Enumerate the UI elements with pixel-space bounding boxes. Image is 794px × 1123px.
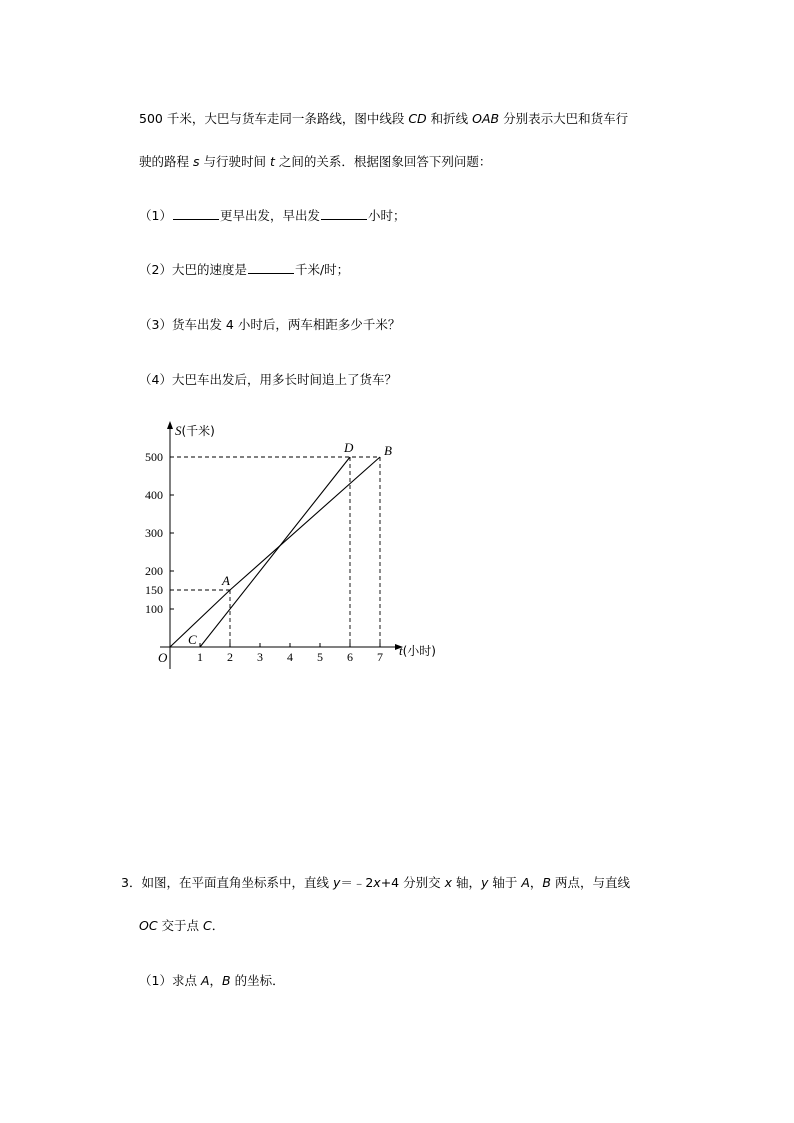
question-text: 千米/时； [294, 262, 350, 277]
x-tick-label: 3 [257, 650, 263, 664]
intro-line-2 [139, 153, 491, 171]
line-oc-label: OC [139, 918, 158, 933]
intro-text: 与行驶时间 [199, 154, 270, 169]
y-tick-label: 200 [145, 564, 163, 578]
y-tick-label: 300 [145, 526, 163, 540]
answer-blank[interactable] [248, 261, 294, 274]
point-b-label: B [222, 973, 231, 988]
intro-text: 和折线 [426, 111, 473, 126]
problem3-text: ＝﹣2 [340, 875, 374, 890]
problem3-line-1 [121, 874, 630, 892]
problem3-text: 两点，与直线 [550, 875, 630, 890]
y-tick-label: 150 [145, 583, 163, 597]
question-1 [139, 207, 405, 225]
point-a-label: A [222, 573, 230, 588]
var-t: t [269, 154, 275, 169]
series-cd [200, 457, 350, 647]
question-3 [139, 316, 400, 334]
problem3-text: 3．如图，在平面直角坐标系中，直线 [121, 875, 333, 890]
x-tick-label: 2 [227, 650, 233, 664]
point-a-label: A [200, 973, 210, 988]
origin-label: O [158, 650, 168, 665]
intro-line-1 [139, 110, 628, 128]
problem3-text: ， [209, 973, 223, 988]
question-text: （3）货车出发 4 小时后，两车相距多少千米？ [139, 317, 401, 332]
y-tick-label: 400 [145, 488, 163, 502]
x-tick-label: 5 [317, 650, 323, 664]
point-b-label: B [542, 875, 551, 890]
problem3-line-2 [139, 917, 224, 935]
problem3-text: 的坐标． [230, 973, 285, 988]
x-tick-label: 4 [287, 650, 293, 664]
y-axis-arrow [167, 421, 173, 429]
answer-blank[interactable] [321, 207, 367, 220]
var-y: y [332, 875, 341, 890]
problem3-question-1 [139, 972, 285, 990]
problem3-text: 轴于 [488, 875, 522, 890]
question-text: （4）大巴车出发后，用多长时间追上了货车？ [139, 372, 397, 387]
series-lines [170, 457, 380, 647]
question-text: 更早出发，早出发 [219, 208, 320, 223]
problem3-text: ， [529, 875, 543, 890]
point-c-label: C [203, 918, 212, 933]
question-number: （1） [139, 208, 172, 223]
polyline-oab-label: OAB [472, 111, 500, 126]
problem3-text: 交于点 [157, 918, 204, 933]
distance-time-graph [135, 415, 455, 680]
y-tick-label: 100 [145, 602, 163, 616]
x-axis-label: t(小时) [399, 643, 436, 658]
question-2 [139, 261, 349, 279]
intro-text: 之间的关系．根据图象回答下列问题： [274, 154, 492, 169]
point-d-label: D [344, 440, 354, 455]
x-tick-label: 7 [377, 650, 383, 664]
problem3-text: ． [211, 918, 225, 933]
var-s: s [192, 154, 200, 169]
point-b-label: B [384, 443, 392, 458]
y-axis-label: S(千米) [175, 423, 215, 438]
question-text: （2）大巴的速度是 [139, 262, 247, 277]
intro-text: 分别表示大巴和货车行 [499, 111, 629, 126]
question-text: 小时； [367, 208, 406, 223]
var-y: y [480, 875, 489, 890]
x-tick-label: 6 [347, 650, 353, 664]
answer-blank[interactable] [173, 207, 219, 220]
problem3-text: 轴， [451, 875, 481, 890]
segment-cd-label: CD [408, 111, 427, 126]
problem3-text: +4 分别交 [380, 875, 445, 890]
x-tick-label: 1 [197, 650, 203, 664]
var-x: x [444, 875, 452, 890]
point-a-label: A [521, 875, 530, 890]
var-x: x [373, 875, 381, 890]
question-4 [139, 371, 397, 389]
intro-text: 500 千米，大巴与货车走同一条路线，图中线段 [139, 111, 409, 126]
point-c-label: C [188, 632, 197, 647]
intro-text: 驶的路程 [139, 154, 193, 169]
problem3-text: （1）求点 [139, 973, 201, 988]
y-tick-label: 500 [145, 450, 163, 464]
